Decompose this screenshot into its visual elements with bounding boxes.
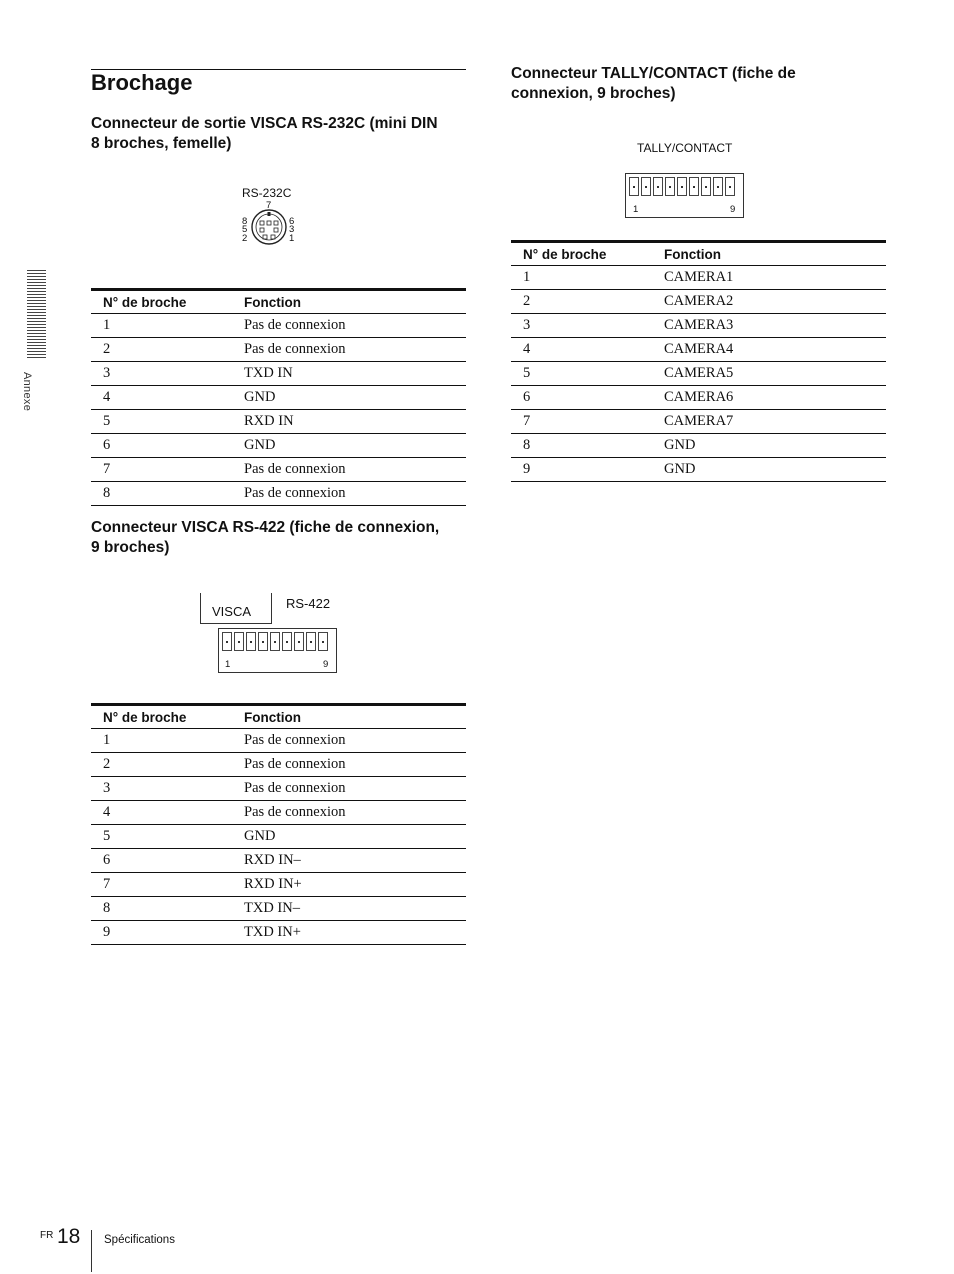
pin-function: GND [652, 458, 886, 482]
pin-function: GND [652, 434, 886, 458]
terminal-pin-icon [725, 177, 735, 196]
rs232c-pin-label: 6 [289, 216, 295, 227]
table-row [91, 753, 466, 777]
pin-number: 6 [91, 434, 232, 458]
rs422-terminal-block [218, 628, 337, 673]
table-row [91, 386, 466, 410]
pin-function: GND [232, 825, 466, 849]
table-header-function: Fonction [232, 290, 466, 314]
table-row [91, 410, 466, 434]
rs422-heading-line1: Connecteur VISCA RS-422 (fiche de connexion, [91, 519, 440, 536]
table-header-row [511, 242, 886, 266]
footer-page-number: 18 [57, 1225, 81, 1248]
visca-tab-label: VISCA [212, 604, 252, 619]
mini-din-connector-icon [250, 208, 288, 246]
table-row [91, 458, 466, 482]
rs422-heading-line2: 9 broches) [91, 539, 170, 556]
table-row [511, 338, 886, 362]
terminal-pin-icon [282, 632, 292, 651]
pin-number: 5 [91, 410, 232, 434]
pin-function: TXD IN [232, 362, 466, 386]
pin-number: 8 [91, 482, 232, 506]
pin-function: CAMERA3 [652, 314, 886, 338]
pin-function: TXD IN– [232, 897, 466, 921]
terminal-first-pin: 1 [633, 204, 639, 215]
tally-heading-line2: connexion, 9 broches) [511, 85, 676, 102]
table-row [91, 314, 466, 338]
pin-number: 3 [91, 777, 232, 801]
pin-function: RXD IN [232, 410, 466, 434]
pin-function: CAMERA2 [652, 290, 886, 314]
side-tab-label: Annexe [21, 372, 33, 412]
pin-function: CAMERA4 [652, 338, 886, 362]
rs232c-pin-label: 3 [289, 224, 295, 235]
rs422-heading [91, 518, 471, 558]
pin-function: CAMERA6 [652, 386, 886, 410]
terminal-pin-icon [234, 632, 244, 651]
terminal-pin-icon [306, 632, 316, 651]
table-row [91, 897, 466, 921]
table-row [91, 729, 466, 753]
pin-number: 7 [511, 410, 652, 434]
tally-terminal-block [625, 173, 744, 218]
terminal-pin-icon [653, 177, 663, 196]
terminal-pin-icon [258, 632, 268, 651]
table-row [91, 849, 466, 873]
pin-number: 8 [91, 897, 232, 921]
pin-function: TXD IN+ [232, 921, 466, 945]
terminal-pin-icon [294, 632, 304, 651]
table-row [91, 801, 466, 825]
pin-function: Pas de connexion [232, 338, 466, 362]
pin-function: Pas de connexion [232, 458, 466, 482]
table-header-row [91, 290, 466, 314]
pin-number: 2 [511, 290, 652, 314]
terminal-first-pin: 1 [225, 659, 231, 670]
rs232c-pin-label: 7 [266, 200, 272, 211]
pin-function: Pas de connexion [232, 729, 466, 753]
rs232c-pin-label: 5 [242, 224, 248, 235]
pin-number: 4 [511, 338, 652, 362]
terminal-pin-icon [713, 177, 723, 196]
rs232c-pin-label: 2 [242, 233, 248, 244]
table-row [511, 410, 886, 434]
table-header-pin: N° de broche [91, 290, 232, 314]
terminal-last-pin: 9 [730, 204, 736, 215]
tally-diagram-label: TALLY/CONTACT [637, 141, 733, 155]
rs422-diagram-label: RS-422 [286, 596, 331, 611]
table-row [91, 338, 466, 362]
pin-number: 5 [511, 362, 652, 386]
pin-function: RXD IN– [232, 849, 466, 873]
rs232c-pin-label: 8 [242, 216, 248, 227]
rs232c-pin-label: 1 [289, 233, 295, 244]
pin-number: 1 [511, 266, 652, 290]
pin-number: 3 [511, 314, 652, 338]
pin-function: GND [232, 386, 466, 410]
pin-number: 9 [91, 921, 232, 945]
pin-function: CAMERA5 [652, 362, 886, 386]
terminal-strip [626, 174, 743, 196]
table-row [511, 314, 886, 338]
table-header-function: Fonction [232, 705, 466, 729]
page-title: Brochage [91, 70, 193, 95]
terminal-pin-icon [222, 632, 232, 651]
rs232c-pin-table [91, 288, 466, 506]
side-tab-stripes [27, 270, 46, 360]
terminal-pin-icon [701, 177, 711, 196]
table-row [511, 434, 886, 458]
pin-number: 7 [91, 873, 232, 897]
pin-function: Pas de connexion [232, 314, 466, 338]
visca-tab [200, 593, 272, 624]
tally-heading [511, 64, 891, 104]
footer-section: Spécifications [104, 1234, 175, 1246]
pin-number: 4 [91, 386, 232, 410]
terminal-strip [219, 629, 336, 651]
table-row [91, 921, 466, 945]
terminal-pin-icon [689, 177, 699, 196]
pin-number: 7 [91, 458, 232, 482]
pin-number: 4 [91, 801, 232, 825]
table-row [91, 362, 466, 386]
pin-function: Pas de connexion [232, 482, 466, 506]
pin-function: Pas de connexion [232, 753, 466, 777]
pin-function: RXD IN+ [232, 873, 466, 897]
table-row [511, 386, 886, 410]
footer-lang: FR [40, 1230, 54, 1241]
table-row [511, 362, 886, 386]
table-header-row [91, 705, 466, 729]
terminal-pin-icon [629, 177, 639, 196]
pin-number: 8 [511, 434, 652, 458]
pin-function: CAMERA7 [652, 410, 886, 434]
rs422-pin-table [91, 703, 466, 945]
table-row [91, 482, 466, 506]
terminal-pin-icon [641, 177, 651, 196]
terminal-pin-icon [677, 177, 687, 196]
table-header-function: Fonction [652, 242, 886, 266]
table-row [511, 266, 886, 290]
table-header-pin: N° de broche [511, 242, 652, 266]
rs232c-heading-line1: Connecteur de sortie VISCA RS-232C (mini DIN [91, 115, 438, 132]
pin-function: Pas de connexion [232, 777, 466, 801]
tally-pin-table [511, 240, 886, 482]
terminal-pin-icon [665, 177, 675, 196]
rs232c-heading-line2: 8 broches, femelle) [91, 135, 232, 152]
tally-heading-line1: Connecteur TALLY/CONTACT (fiche de [511, 65, 796, 82]
table-row [511, 458, 886, 482]
table-row [91, 825, 466, 849]
terminal-pin-icon [270, 632, 280, 651]
table-row [511, 290, 886, 314]
pin-number: 6 [511, 386, 652, 410]
pin-number: 5 [91, 825, 232, 849]
pin-number: 1 [91, 314, 232, 338]
rs232c-diagram [236, 186, 306, 248]
footer-divider [91, 1230, 92, 1272]
terminal-pin-icon [318, 632, 328, 651]
rs232c-heading [91, 114, 471, 154]
pin-function: GND [232, 434, 466, 458]
terminal-last-pin: 9 [323, 659, 329, 670]
pin-number: 9 [511, 458, 652, 482]
pin-function: CAMERA1 [652, 266, 886, 290]
pin-function: Pas de connexion [232, 801, 466, 825]
pin-number: 6 [91, 849, 232, 873]
table-row [91, 434, 466, 458]
pin-number: 3 [91, 362, 232, 386]
table-header-pin: N° de broche [91, 705, 232, 729]
pin-number: 2 [91, 338, 232, 362]
pin-number: 2 [91, 753, 232, 777]
pin-number: 1 [91, 729, 232, 753]
table-row [91, 873, 466, 897]
table-row [91, 777, 466, 801]
terminal-pin-icon [246, 632, 256, 651]
rs232c-diagram-label: RS-232C [242, 186, 292, 200]
